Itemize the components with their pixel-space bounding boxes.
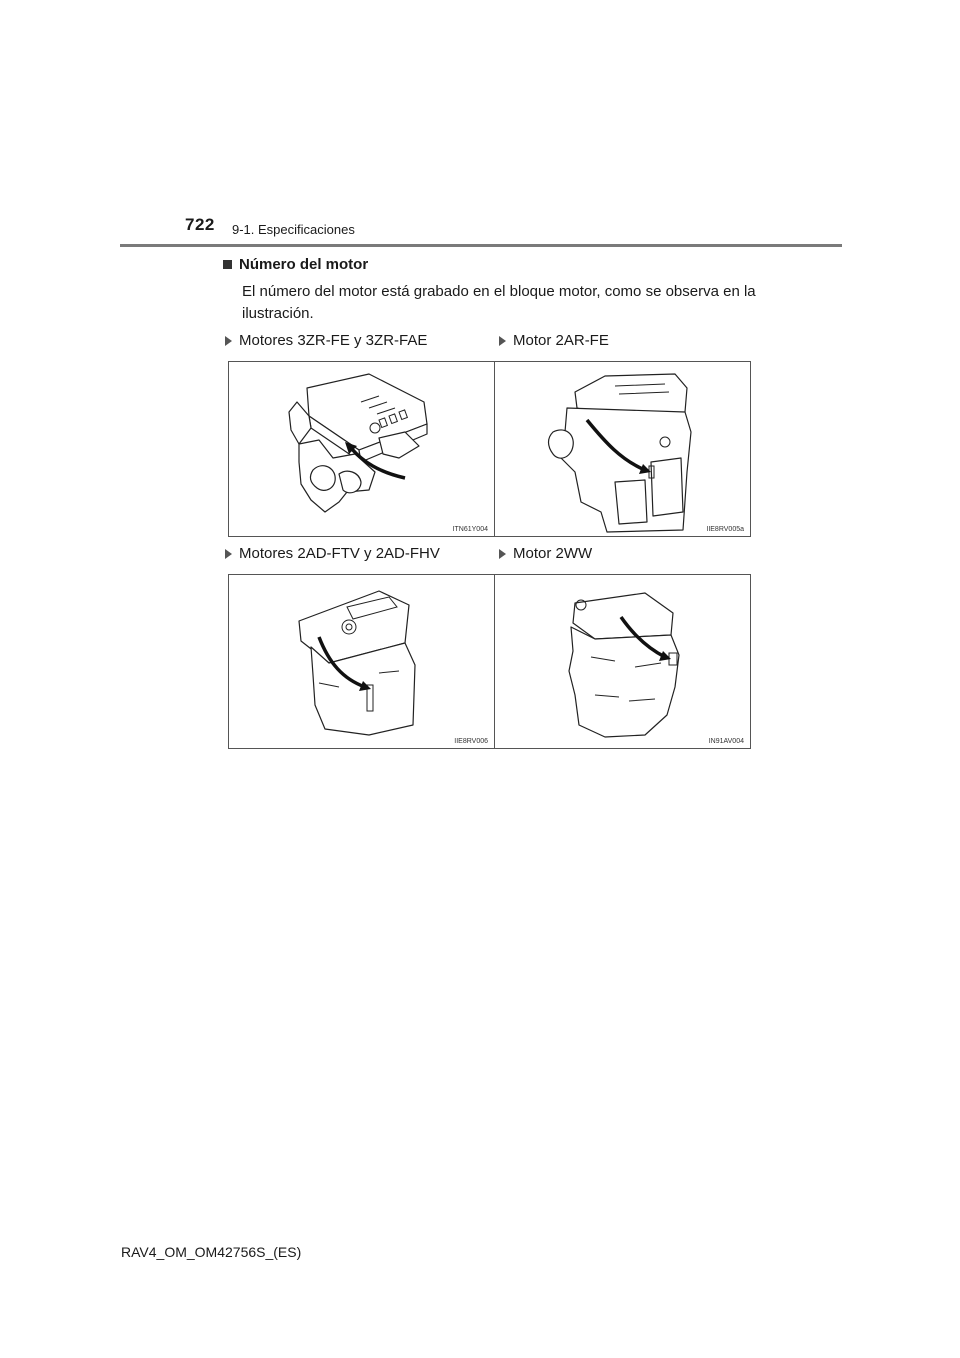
triangle-bullet-icon: [499, 549, 506, 559]
page-number: 722: [185, 215, 215, 234]
square-bullet-icon: [223, 260, 232, 269]
body-paragraph: El número del motor está grabado en el bloque motor, como se observa en la ilustración.: [242, 283, 756, 322]
triangle-bullet-icon: [225, 336, 232, 346]
caption-text: Motor 2WW: [513, 545, 593, 562]
caption-text: Motor 2AR-FE: [513, 332, 609, 349]
figure-code: IIE8RV006: [454, 738, 488, 745]
figure-caption-1: [225, 332, 427, 349]
section-heading: [223, 256, 368, 273]
header-rule: [120, 244, 842, 247]
triangle-bullet-icon: [499, 336, 506, 346]
caption-text: Motores 3ZR-FE y 3ZR-FAE: [239, 332, 428, 349]
engine-illustration-2: [495, 362, 750, 536]
section-title: 9-1. Especificaciones: [232, 222, 355, 237]
heading-text: Número del motor: [239, 256, 369, 273]
figure-code: IIE8RV005a: [706, 526, 744, 533]
figure-code: ITN61Y004: [452, 526, 488, 533]
figure-code: IN91AV004: [708, 738, 744, 745]
figure-box-3: [228, 574, 495, 749]
caption-text: Motores 2AD-FTV y 2AD-FHV: [239, 545, 440, 562]
triangle-bullet-icon: [225, 549, 232, 559]
engine-illustration-3: [229, 575, 494, 748]
figure-caption-4: [499, 545, 592, 562]
figure-caption-2: [499, 332, 609, 349]
figure-box-1: [228, 361, 495, 537]
engine-illustration-1: [229, 362, 494, 536]
figure-caption-3: [225, 545, 440, 562]
engine-illustration-4: [495, 575, 750, 748]
figure-box-2: [494, 361, 751, 537]
footer-doc-id: RAV4_OM_OM42756S_(ES): [121, 1244, 302, 1260]
figure-box-4: [494, 574, 751, 749]
